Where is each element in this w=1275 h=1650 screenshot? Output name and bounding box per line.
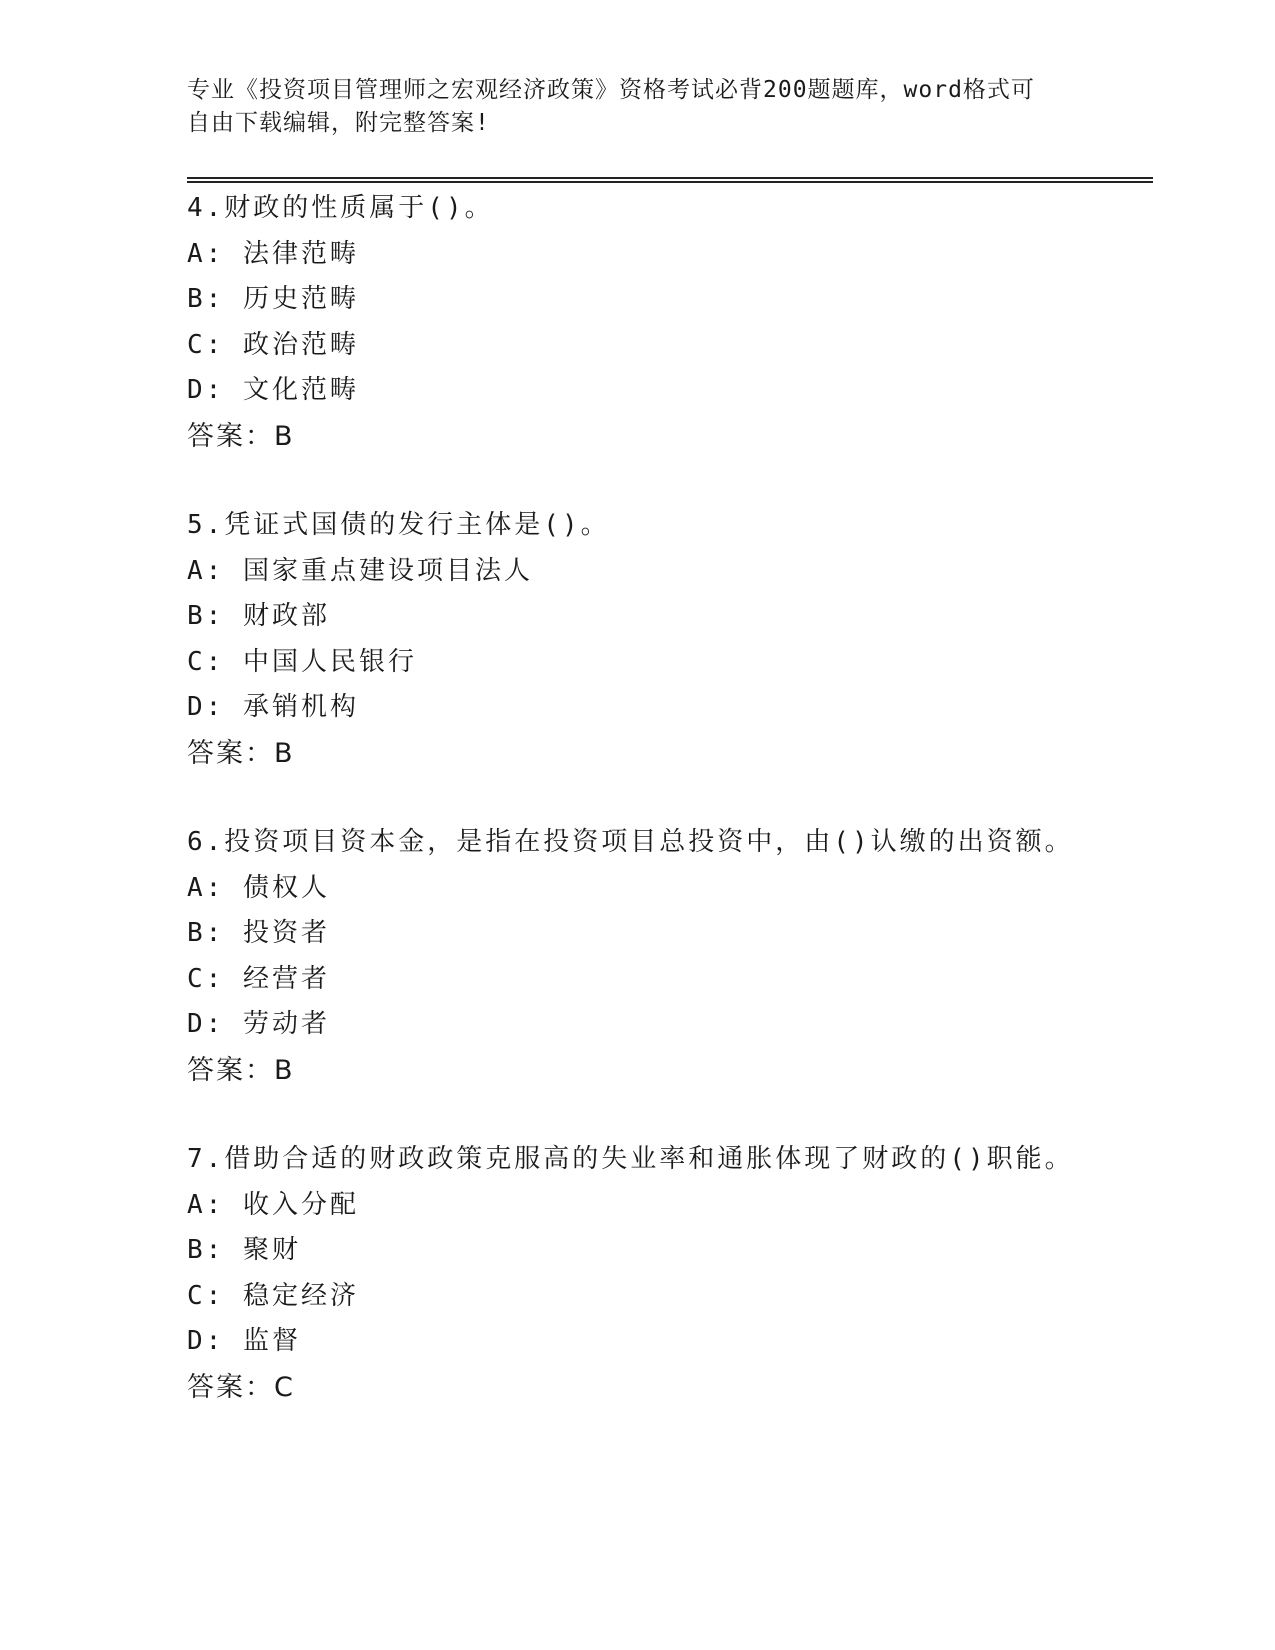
header-line-1: 专业《投资项目管理师之宏观经济政策》资格考试必背200题题库，word格式可 [187, 77, 1035, 103]
option-d: D: 文化范畴 [187, 375, 359, 405]
header-double-rule [187, 177, 1153, 183]
question-5 [187, 503, 1187, 776]
question-stem: 5.凭证式国债的发行主体是()。 [187, 510, 610, 540]
option-b: B: 聚财 [187, 1235, 301, 1265]
option-d: D: 劳动者 [187, 1009, 330, 1039]
option-d: D: 承销机构 [187, 692, 359, 722]
option-a: A: 国家重点建设项目法人 [187, 555, 533, 586]
question-list [187, 186, 1187, 1454]
option-c: C: 中国人民银行 [187, 646, 417, 677]
document-header [187, 74, 1067, 140]
answer-label: 答案：B [187, 420, 295, 452]
option-a: A: 债权人 [187, 872, 330, 903]
header-line-2: 自由下载编辑，附完整答案! [187, 110, 490, 136]
option-a: A: 收入分配 [187, 1189, 359, 1220]
question-4 [187, 186, 1187, 459]
answer-label: 答案：C [187, 1371, 295, 1403]
answer-label: 答案：B [187, 737, 295, 769]
answer-label: 答案：B [187, 1054, 295, 1086]
question-7 [187, 1137, 1187, 1410]
question-stem: 6.投资项目资本金，是指在投资项目总投资中，由()认缴的出资额。 [187, 827, 1074, 857]
option-c: C: 经营者 [187, 963, 330, 994]
option-b: B: 投资者 [187, 918, 330, 948]
option-c: C: 政治范畴 [187, 329, 359, 360]
question-stem: 4.财政的性质属于()。 [187, 193, 494, 223]
option-b: B: 财政部 [187, 601, 330, 631]
option-b: B: 历史范畴 [187, 284, 359, 314]
question-stem: 7.借助合适的财政政策克服高的失业率和通胀体现了财政的()职能。 [187, 1144, 1074, 1174]
question-6 [187, 820, 1187, 1093]
option-d: D: 监督 [187, 1326, 301, 1356]
option-c: C: 稳定经济 [187, 1280, 359, 1311]
option-a: A: 法律范畴 [187, 238, 359, 269]
